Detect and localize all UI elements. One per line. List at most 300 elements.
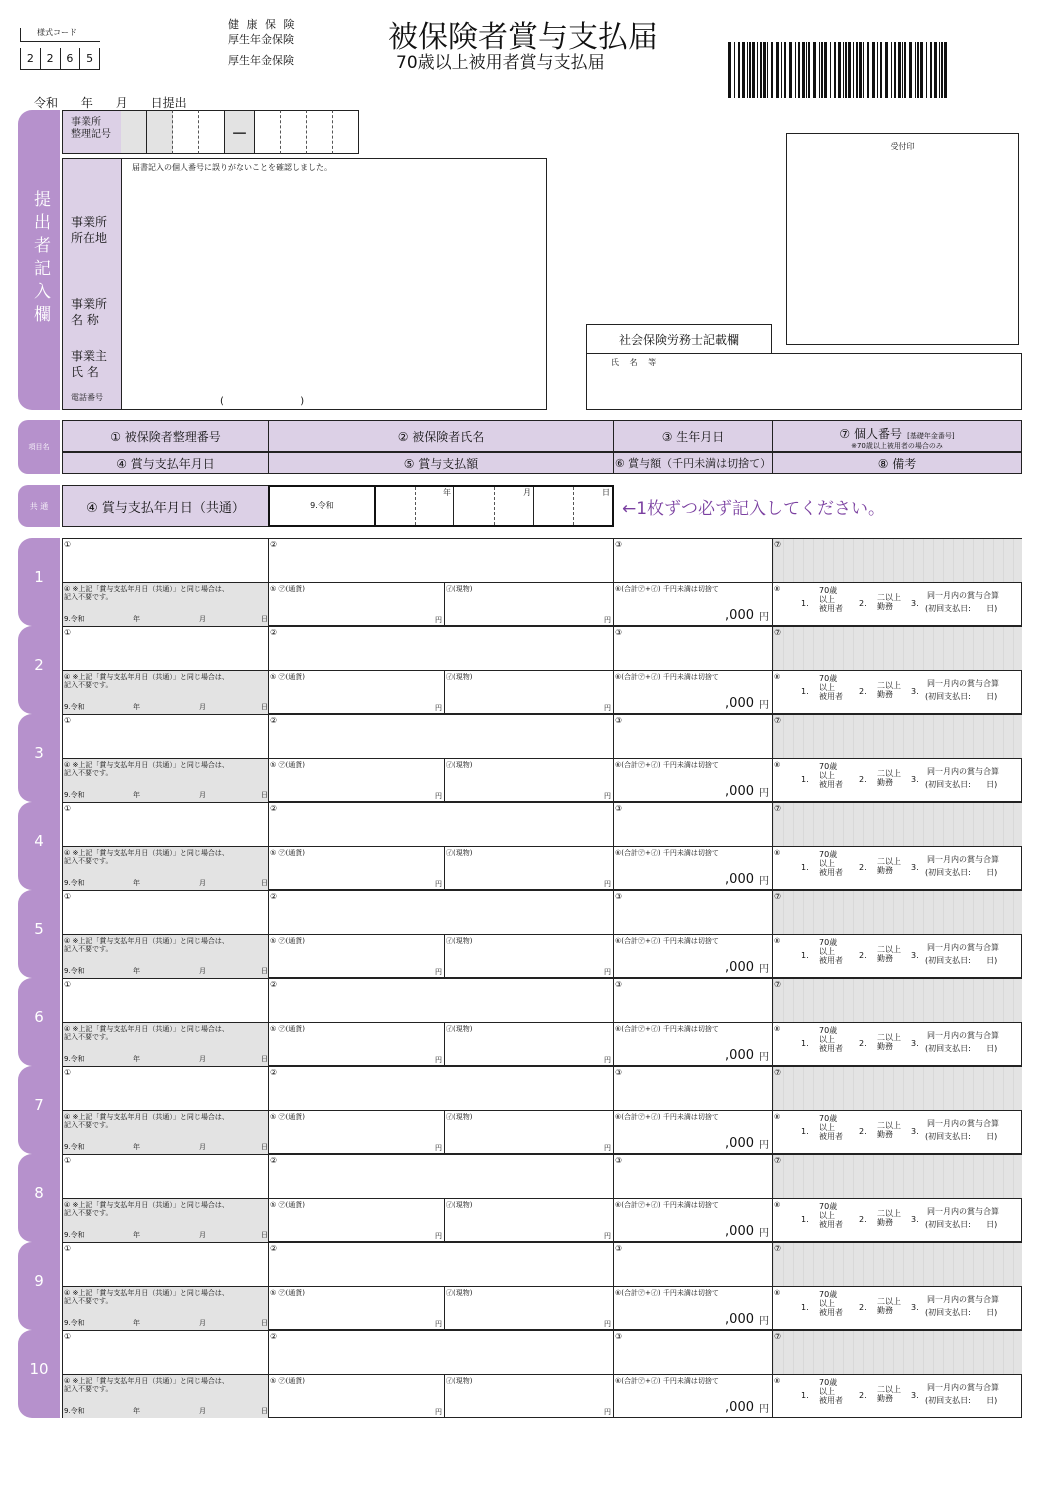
remark-option-1[interactable]: 70歳 以上 被用者 [819,850,843,878]
bonus-total-input[interactable] [614,935,773,978]
bonus-date-input[interactable] [63,1199,269,1242]
bonus-goods-input[interactable] [445,1111,614,1154]
header-birthdate: ③ 生年月日 [613,420,773,452]
bonus-date-month-unit: 月 [199,1319,206,1327]
mynumber-input[interactable] [773,1067,1022,1111]
bonus-cash-input[interactable] [269,1199,445,1242]
bonus-total-label: ⑥(合計㋐+㋑) 千円未満は切捨て [615,937,719,945]
bonus-date-input[interactable] [63,847,269,890]
remark-option-2[interactable]: 二以上 勤務 [877,1033,901,1052]
insured-name-input[interactable] [269,715,614,759]
field-marker: ⑦ [774,1068,782,1077]
remark-option-3[interactable]: 同一月内の賞与合算 [927,855,999,864]
remarks-input[interactable] [773,1023,1022,1066]
bonus-date-input[interactable] [63,1023,269,1066]
remark-option-2-number: 2. [859,775,867,784]
field-marker: ③ [615,716,623,725]
bonus-cash-input[interactable] [269,1111,445,1154]
mynumber-input[interactable] [773,715,1022,759]
remarks-input[interactable] [773,847,1022,890]
form-code-digit: 5 [79,48,100,70]
bonus-total-label: ⑥(合計㋐+㋑) 千円未満は切捨て [615,761,719,769]
bonus-date-era: 9.令和 [64,967,85,975]
field-marker: ② [270,980,278,989]
remarks-input[interactable] [773,1111,1022,1154]
yen-unit: 円 [759,964,769,975]
remark-option-3-first-date: (初回支払日: 日) [925,692,998,701]
common-date-input[interactable] [268,485,614,527]
field-marker: ⑦ [774,892,782,901]
bonus-date-day-unit: 日 [261,703,268,711]
header-insured-number: ① 被保険者整理番号 [62,420,269,452]
bonus-date-input[interactable] [63,935,269,978]
row-side-tab [18,538,60,626]
bonus-date-input[interactable] [63,671,269,714]
remark-option-3-number: 3. [911,1127,919,1136]
insured-name-input[interactable] [269,803,614,847]
yen-unit: 円 [759,612,769,623]
insured-name-input[interactable] [269,1243,614,1287]
yen-unit: 円 [759,788,769,799]
bonus-total-input[interactable] [614,759,773,802]
bonus-total-input[interactable] [614,1023,773,1066]
bonus-date-era: 9.令和 [64,791,85,799]
bonus-total-label: ⑥(合計㋐+㋑) 千円未満は切捨て [615,1201,719,1209]
bonus-date-year-unit: 年 [133,1055,140,1063]
yen-unit: 円 [759,1140,769,1151]
yen-unit: 円 [435,703,442,712]
remark-option-2[interactable]: 二以上 勤務 [877,1385,901,1404]
header-remarks: ⑧ 備考 [772,452,1022,474]
bonus-cash-input[interactable] [269,847,445,890]
common-date-label: ④ 賞与支払年月日（共通） [62,485,269,527]
row-number: 8 [34,1184,44,1202]
bonus-total-suffix: ,000 [725,872,754,887]
bonus-goods-label: ㋑(現物) [446,1377,473,1385]
field-marker: ② [270,540,278,549]
row-number: 5 [34,920,44,938]
bonus-total-input[interactable] [614,1375,773,1418]
remark-option-3-first-date: (初回支払日: 日) [925,780,998,789]
remark-option-1[interactable]: 70歳 以上 被用者 [819,1378,843,1406]
remark-option-1[interactable]: 70歳 以上 被用者 [819,1202,843,1230]
bonus-date-month-unit: 月 [199,615,206,623]
remark-option-2-number: 2. [859,863,867,872]
yen-unit: 円 [604,791,611,800]
bonus-date-input[interactable] [63,583,269,626]
remark-option-3-first-date: (初回支払日: 日) [925,868,998,877]
row-side-tab [18,1242,60,1330]
mynumber-input[interactable] [773,627,1022,671]
bonus-date-year-unit: 年 [133,1231,140,1239]
form-subtitle: 70歳以上被用者賞与支払届 [396,53,605,73]
bonus-cash-label: ⑤ ㋐(通貨) [270,1201,305,1209]
remark-option-2-number: 2. [859,1039,867,1048]
common-month-unit: 月 [523,488,531,497]
bonus-date-year-unit: 年 [133,967,140,975]
field-marker: ⑦ [774,628,782,637]
insured-row [62,1154,1022,1242]
remark-option-2[interactable]: 二以上 勤務 [877,857,901,876]
bonus-date-era: 9.令和 [64,1231,85,1239]
owner-name-label: 事業主 氏 名 [71,349,108,379]
remark-option-3-number: 3. [911,863,919,872]
field-marker: ② [270,1068,278,1077]
field-marker: ⑦ [774,804,782,813]
bonus-total-suffix: ,000 [725,1312,754,1327]
row-side-tab [18,890,60,978]
remark-option-2[interactable]: 二以上 勤務 [877,1297,901,1316]
mynumber-input[interactable] [773,1331,1022,1375]
remark-option-2-number: 2. [859,1127,867,1136]
remarks-input[interactable] [773,1287,1022,1330]
sharoushi-name-label: 氏 名 等 [611,358,661,367]
form-code-digit: 2 [20,48,40,70]
bonus-total-input[interactable] [614,1287,773,1330]
row-number: 7 [34,1096,44,1114]
bonus-total-suffix: ,000 [725,784,754,799]
birthdate-input[interactable] [614,1155,773,1199]
sharoushi-input[interactable] [586,353,1022,410]
items-header [62,420,1022,474]
receipt-stamp-box [786,133,1019,345]
yen-unit: 円 [604,703,611,712]
bonus-date-month-unit: 月 [199,791,206,799]
insured-row [62,538,1022,626]
remarks-input[interactable] [773,583,1022,626]
remark-option-1[interactable]: 70歳 以上 被用者 [819,1026,843,1054]
remark-option-3[interactable]: 同一月内の賞与合算 [927,1207,999,1216]
bonus-goods-input[interactable] [445,671,614,714]
bonus-total-suffix: ,000 [725,1400,754,1415]
bonus-date-year-unit: 年 [133,879,140,887]
yen-unit: 円 [604,879,611,888]
remark-option-1-number: 1. [801,1127,809,1136]
office-number-input[interactable] [121,110,359,154]
bonus-date-note: ④ ※上記「賞与支払年月日（共通）」と同じ場合は、 記入不要です。 [64,1113,229,1130]
bonus-cash-input[interactable] [269,671,445,714]
yen-unit: 円 [435,1319,442,1328]
insured-number-input[interactable] [63,891,269,935]
insured-number-input[interactable] [63,715,269,759]
remark-option-1[interactable]: 70歳 以上 被用者 [819,762,843,790]
field-marker: ③ [615,892,623,901]
field-marker: ① [64,716,72,725]
bonus-date-era: 9.令和 [64,615,85,623]
bonus-date-era: 9.令和 [64,1055,85,1063]
remark-option-2[interactable]: 二以上 勤務 [877,945,901,964]
bonus-goods-input[interactable] [445,1375,614,1418]
bonus-date-year-unit: 年 [133,1407,140,1415]
insured-number-input[interactable] [63,539,269,583]
remark-option-1[interactable]: 70歳 以上 被用者 [819,586,843,614]
bonus-date-input[interactable] [63,759,269,802]
row-number: 3 [34,744,44,762]
bonus-date-month-unit: 月 [199,879,206,887]
bonus-cash-label: ⑤ ㋐(通貨) [270,937,305,945]
yen-unit: 円 [435,879,442,888]
bonus-total-input[interactable] [614,583,773,626]
bonus-date-day-unit: 日 [261,1055,268,1063]
insured-number-input[interactable] [63,627,269,671]
birthdate-input[interactable] [614,891,773,935]
insured-name-input[interactable] [269,1155,614,1199]
bonus-date-era: 9.令和 [64,1319,85,1327]
remark-option-1[interactable]: 70歳 以上 被用者 [819,1290,843,1318]
form-code-box [20,28,100,73]
bonus-goods-input[interactable] [445,759,614,802]
insured-number-input[interactable] [63,1243,269,1287]
bonus-cash-label: ⑤ ㋐(通貨) [270,1113,305,1121]
row-side-tab [18,714,60,802]
mynumber-input[interactable] [773,891,1022,935]
bonus-date-year-unit: 年 [133,1319,140,1327]
bonus-date-era: 9.令和 [64,1143,85,1151]
mynumber-input[interactable] [773,539,1022,583]
field-marker: ⑦ [774,980,782,989]
remarks-input[interactable] [773,1199,1022,1242]
remarks-input[interactable] [773,1375,1022,1418]
insured-number-input[interactable] [63,1331,269,1375]
mynumber-input[interactable] [773,1155,1022,1199]
mynumber-input[interactable] [773,979,1022,1023]
bonus-date-year-unit: 年 [133,1143,140,1151]
remark-option-1-number: 1. [801,1039,809,1048]
insured-number-input[interactable] [63,979,269,1023]
remarks-input[interactable] [773,935,1022,978]
remarks-input[interactable] [773,759,1022,802]
header-bonus-amount: ⑤ 賞与支払額 [268,452,614,474]
birthdate-input[interactable] [614,979,773,1023]
field-marker: ① [64,892,72,901]
field-marker: ⑧ [774,937,781,945]
submit-date: 令和 年 月 日提出 [34,96,187,110]
bonus-date-month-unit: 月 [199,1407,206,1415]
remark-option-3[interactable]: 同一月内の賞与合算 [927,679,999,688]
bonus-date-input[interactable] [63,1375,269,1418]
yen-unit: 円 [604,1407,611,1416]
field-marker: ② [270,1156,278,1165]
bonus-goods-input[interactable] [445,935,614,978]
bonus-goods-input[interactable] [445,583,614,626]
birthdate-input[interactable] [614,539,773,583]
form-code-label: 様式コード [20,28,100,42]
bonus-total-input[interactable] [614,671,773,714]
mynumber-input[interactable] [773,1243,1022,1287]
remarks-input[interactable] [773,671,1022,714]
birthdate-input[interactable] [614,1331,773,1375]
row-side-tab [18,802,60,890]
bonus-date-year-unit: 年 [133,791,140,799]
bonus-date-input[interactable] [63,1111,269,1154]
bonus-goods-input[interactable] [445,847,614,890]
bonus-date-day-unit: 日 [261,1319,268,1327]
insured-row [62,714,1022,802]
bonus-date-era: 9.令和 [64,703,85,711]
insured-name-input[interactable] [269,1067,614,1111]
field-marker: ⑦ [774,1156,782,1165]
bonus-date-era: 9.令和 [64,879,85,887]
office-info-input[interactable] [121,158,547,410]
row-number: 1 [34,568,44,586]
items-side-tab: 項目名 [18,420,60,474]
insurance-type-1: 健 康 保 険 [228,18,297,31]
insured-row [62,1242,1022,1330]
row-number: 2 [34,656,44,674]
remark-option-2-number: 2. [859,687,867,696]
row-side-tab [18,1154,60,1242]
office-number-label: 事業所 整理記号 [71,117,111,140]
common-side-tab: 共 通 [18,485,60,527]
birthdate-input[interactable] [614,1243,773,1287]
remark-option-3[interactable]: 同一月内の賞与合算 [927,943,999,952]
remark-option-1[interactable]: 70歳 以上 被用者 [819,1114,843,1142]
bonus-date-note: ④ ※上記「賞与支払年月日（共通）」と同じ場合は、 記入不要です。 [64,673,229,690]
remark-option-2-number: 2. [859,951,867,960]
bonus-cash-input[interactable] [269,935,445,978]
remark-option-3-number: 3. [911,687,919,696]
form-code-digits [20,48,100,70]
insured-number-input[interactable] [63,803,269,847]
yen-unit: 円 [604,1143,611,1152]
remark-option-3[interactable]: 同一月内の賞与合算 [927,767,999,776]
yen-unit: 円 [759,1404,769,1415]
field-marker: ⑧ [774,1113,781,1121]
remark-option-2-number: 2. [859,1303,867,1312]
yen-unit: 円 [759,1052,769,1063]
bonus-cash-input[interactable] [269,1375,445,1418]
barcode [728,42,950,98]
bonus-goods-label: ㋑(現物) [446,1025,473,1033]
row-number: 6 [34,1008,44,1026]
bonus-total-input[interactable] [614,1199,773,1242]
bonus-goods-label: ㋑(現物) [446,849,473,857]
bonus-total-suffix: ,000 [725,608,754,623]
bonus-total-suffix: ,000 [725,1224,754,1239]
bonus-date-note: ④ ※上記「賞与支払年月日（共通）」と同じ場合は、 記入不要です。 [64,585,229,602]
remark-option-1[interactable]: 70歳 以上 被用者 [819,674,843,702]
birthdate-input[interactable] [614,715,773,759]
bonus-cash-input[interactable] [269,583,445,626]
bonus-date-day-unit: 日 [261,1143,268,1151]
yen-unit: 円 [435,967,442,976]
instruction-text: ←1枚ずつ必ず記入してください。 [622,499,886,519]
bonus-date-month-unit: 月 [199,1143,206,1151]
birthdate-input[interactable] [614,627,773,671]
bonus-cash-input[interactable] [269,1287,445,1330]
remark-option-2[interactable]: 二以上 勤務 [877,1121,901,1140]
mynumber-input[interactable] [773,803,1022,847]
insurance-type-3: 厚生年金保険 [228,54,294,67]
remark-option-2[interactable]: 二以上 勤務 [877,593,901,612]
bonus-cash-input[interactable] [269,1023,445,1066]
yen-unit: 円 [604,615,611,624]
bonus-date-day-unit: 日 [261,1231,268,1239]
yen-unit: 円 [435,1407,442,1416]
insured-name-input[interactable] [269,979,614,1023]
remark-option-3[interactable]: 同一月内の賞与合算 [927,1119,999,1128]
remark-option-3[interactable]: 同一月内の賞与合算 [927,1383,999,1392]
bonus-goods-input[interactable] [445,1023,614,1066]
field-marker: ① [64,1332,72,1341]
bonus-cash-label: ⑤ ㋐(通貨) [270,761,305,769]
bonus-goods-label: ㋑(現物) [446,937,473,945]
insured-name-input[interactable] [269,627,614,671]
bonus-total-suffix: ,000 [725,960,754,975]
remark-option-3-number: 3. [911,1215,919,1224]
field-marker: ③ [615,1156,623,1165]
bonus-total-suffix: ,000 [725,1136,754,1151]
remark-option-3[interactable]: 同一月内の賞与合算 [927,591,999,600]
field-marker: ⑧ [774,673,781,681]
row-side-tab [18,978,60,1066]
common-day-unit: 日 [602,488,610,497]
remark-option-2[interactable]: 二以上 勤務 [877,769,901,788]
yen-unit: 円 [759,876,769,887]
bonus-total-input[interactable] [614,847,773,890]
bonus-date-day-unit: 日 [261,879,268,887]
remark-option-2[interactable]: 二以上 勤務 [877,681,901,700]
yen-unit: 円 [604,967,611,976]
bonus-total-suffix: ,000 [725,696,754,711]
yen-unit: 円 [435,1231,442,1240]
insured-number-input[interactable] [63,1155,269,1199]
yen-unit: 円 [435,1055,442,1064]
office-info-label-cell [62,158,122,410]
yen-unit: 円 [435,615,442,624]
remark-option-3[interactable]: 同一月内の賞与合算 [927,1295,999,1304]
insured-name-input[interactable] [269,891,614,935]
remark-option-3-first-date: (初回支払日: 日) [925,1396,998,1405]
insured-name-input[interactable] [269,539,614,583]
field-marker: ① [64,540,72,549]
field-marker: ⑧ [774,1025,781,1033]
remark-option-1[interactable]: 70歳 以上 被用者 [819,938,843,966]
remark-option-3-first-date: (初回支払日: 日) [925,1044,998,1053]
remark-option-1-number: 1. [801,599,809,608]
yen-unit: 円 [604,1055,611,1064]
bonus-goods-label: ㋑(現物) [446,1113,473,1121]
remark-option-2[interactable]: 二以上 勤務 [877,1209,901,1228]
bonus-goods-input[interactable] [445,1199,614,1242]
sharoushi-label: 社会保険労務士記載欄 [586,324,772,354]
bonus-date-note: ④ ※上記「賞与支払年月日（共通）」と同じ場合は、 記入不要です。 [64,1025,229,1042]
yen-unit: 円 [759,700,769,711]
bonus-total-label: ⑥(合計㋐+㋑) 千円未満は切捨て [615,849,719,857]
insured-name-input[interactable] [269,1331,614,1375]
bonus-date-input[interactable] [63,1287,269,1330]
field-marker: ② [270,1244,278,1253]
common-year-unit: 年 [443,488,451,497]
submitter-section-label: 提出者記入欄 [30,190,50,328]
yen-unit: 円 [435,1143,442,1152]
receipt-stamp-label: 受付印 [890,142,915,151]
bonus-date-month-unit: 月 [199,967,206,975]
bonus-goods-input[interactable] [445,1287,614,1330]
birthdate-input[interactable] [614,1067,773,1111]
field-marker: ③ [615,628,623,637]
birthdate-input[interactable] [614,803,773,847]
bonus-date-year-unit: 年 [133,703,140,711]
field-marker: ① [64,1156,72,1165]
bonus-total-input[interactable] [614,1111,773,1154]
insured-number-input[interactable] [63,1067,269,1111]
bonus-cash-input[interactable] [269,759,445,802]
row-side-tab [18,1066,60,1154]
remark-option-2-number: 2. [859,599,867,608]
mynumber-confirm-text: 届書記入の個人番号に誤りがないことを確認しました。 [132,163,332,172]
remark-option-3[interactable]: 同一月内の賞与合算 [927,1031,999,1040]
